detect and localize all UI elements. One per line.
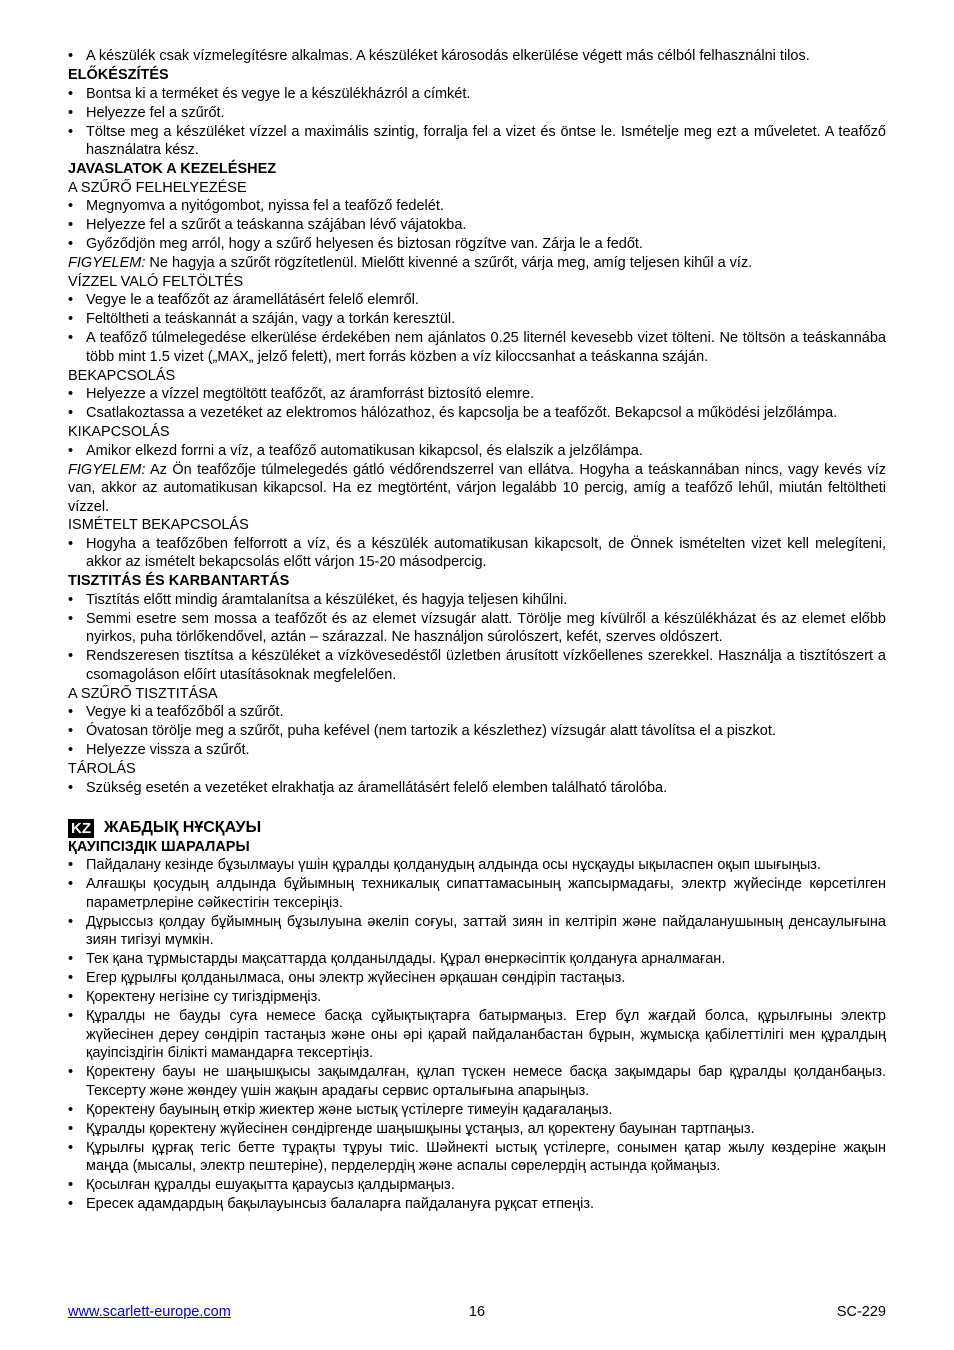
list-item: • Helyezze a vízzel megtöltött teafőzőt, az áramforrást biztosító elemre. <box>68 386 535 402</box>
kz-section-header <box>68 819 886 838</box>
section-heading-cleaning: TISZTITÁS ÉS KARBANTARTÁS <box>68 573 290 589</box>
website-link[interactable]: www.scarlett-europe.com <box>68 1304 231 1320</box>
page-footer <box>68 1304 886 1324</box>
cleaning-list <box>68 591 886 685</box>
list-item: • Hogyha a teafőzőben felforrott a víz, és a készülék automatikusan kikapcsolt, de Önnek ismételten vizet kell melegíteni, akkor az ismételt bekapcsolás előtt várjon 15-20 másodpercig. <box>68 535 886 570</box>
list-item: • Құралды қоректену жүйесінен сөндіргенде шаңышқыны ұстаңыз, ал қоректену бауынан тартпаңыз. <box>68 1120 755 1137</box>
list-item: • Қоректену негізіне су тигіздірмеңіз. <box>68 989 322 1005</box>
subheading-filling: VÍZZEL VALÓ FELTÖLTÉS <box>68 273 244 290</box>
list-item: • Feltöltheti a teáskannát a száján, vagy a torkán keresztül. <box>68 311 456 327</box>
list-item: • Ересек адамдардың бақылауынсыз балаларға пайдалануға рұқсат етпеңіз. <box>68 1196 595 1212</box>
list-item: • Құрылғы құрғақ тегіс бетте тұрақты тұруы тиіс. Шәйнекті ыстық үстілерге, сонымен қатар жылу көздеріне жақын маңда (мысалы, электр пештеріне), перделердің және аспалы сөрелердің астында қоймаңыз. <box>68 1139 886 1174</box>
section-heading-usage: JAVASLATOK A KEZELÉSHEZ <box>68 161 277 177</box>
subheading-storage: TÁROLÁS <box>68 761 136 777</box>
warning-overheat: FIGYELEM: Az Ön teafőzője túlmelegedés gátló védőrendszerrel van ellátva. Hogyha a teáskannában nincs, vagy kevés víz van, akkor az automatikusan kikapcsol. Ha ez megtörtént, várjon legalább 10 percig, amíg a teafőző lehűl, miután feltöltheti vízzel. <box>68 461 886 515</box>
list-item: • Құралды не бауды суға немесе басқа сұйықтықтарға батырмаңыз. Егер бұл жағдай болса, құрылғыны электр жүйесінен дереу сөндіріп тастаңыз және оны әрі қарай пайдаланбастан бұрын, жұмысқа қабілеттілігі мен құралдың қауіпсіздігін білікті мамандарға тексертіңіз. <box>68 1008 886 1061</box>
model-number: SC-229 <box>836 1304 886 1320</box>
list-item: • Пайдалану кезінде бұзылмауы үшін құралды қолданудың алдында осы нұсқауды ықыласпен оқып шығыңыз. <box>68 857 821 873</box>
subheading-filter-cleaning: A SZŰRŐ TISZTITÁSA <box>68 685 218 702</box>
section-heading-preparation: ELŐKÉSZÍTÉS <box>68 67 169 83</box>
filter-cleaning-list <box>68 703 886 760</box>
subheading-switch-on: BEKAPCSOLÁS <box>68 367 176 384</box>
list-item: • Қоректену бауының өткір жиектер және ыстық үстілерге тимеуін қадағалаңыз. <box>68 1101 613 1118</box>
section-heading-safety: ҚАУІПСІЗДІК ШАРАЛАРЫ <box>68 838 250 855</box>
list-item: • A készülék csak vízmelegítésre alkalmas. A készüléket károsodás elkerülése végett más célból felhasználni tilos. <box>68 48 810 64</box>
list-item: • Tisztítás előtt mindig áramtalanítsa a készüléket, és hagyja teljesen kihűlni. <box>68 591 568 608</box>
list-item: • Алғашқы қосудың алдында бұйымның техникалық сипаттамасының жапсырмадағы, электр жүйесінде көрсетілген параметрлеріне сәйкестігін тексеріңіз. <box>68 876 886 911</box>
repeat-on-list <box>68 535 886 572</box>
safety-list <box>68 856 886 1214</box>
list-item: • Қоректену бауы не шаңышқысы зақымдалған, құлап түскен немесе басқа зақымдары бар құралды қолданбаңыз. Тексерту және жөндеу үшін жақын арадағы сервис орталығына апарыңыз. <box>68 1064 886 1099</box>
list-item: • Тек қана тұрмыстарды мақсаттарда қолданылдады. Құрал өнеркәсіптік қолдануға арналмаған. <box>68 951 726 967</box>
subheading-switch-off: KIKAPCSOLÁS <box>68 424 170 440</box>
intro-list <box>68 47 886 66</box>
list-item: • Vegye le a teafőzőt az áramellátásért felelő elemről. <box>68 292 419 308</box>
switch-on-list <box>68 385 886 423</box>
warning-filter: FIGYELEM: Ne hagyja a szűrőt rögzítetlenül. Mielőtt kivenné a szűrőt, várja meg, amíg teljesen kihűl a víz. <box>68 255 753 271</box>
storage-list <box>68 779 886 798</box>
subheading-repeat-on: ISMÉTELT BEKAPCSOLÁS <box>68 517 249 533</box>
list-item: • Helyezze fel a szűrőt a teáskanna szájában lévő vájatokba. <box>68 217 467 233</box>
list-item: • Óvatosan törölje meg a szűrőt, puha kefével (nem tartozik a készlethez) vízsugár alatt távolítsa el a piszkot. <box>68 723 776 739</box>
switch-off-list <box>68 442 886 461</box>
list-item: • Helyezze fel a szűrőt. <box>68 104 225 121</box>
list-item: • Vegye ki a teafőzőből a szűrőt. <box>68 704 284 720</box>
list-item: • Bontsa ki a terméket és vegye le a készülékházról a címkét. <box>68 85 471 102</box>
list-item: • Қосылған құралды ешуақытта қараусыз қалдырмаңыз. <box>68 1177 455 1193</box>
page-number: 16 <box>468 1304 486 1320</box>
list-item: • Töltse meg a készüléket vízzel a maximális szintig, forralja fel a vizet és öntse le. Ismételje meg ezt a műveletet. A teafőző használatra kész. <box>68 123 886 158</box>
list-item: • Helyezze vissza a szűrőt. <box>68 742 250 758</box>
list-item: • Егер құрылғы қолданылмаса, оны электр жүйесінен әрқашан сөндіріп тастаңыз. <box>68 970 626 986</box>
list-item: • Semmi esetre sem mossa a teafőzőt és az elemet vízsugár alatt. Törölje meg kívülről a készülékházat és az elemet előbb nyirkos, puha törlőkendővel, aztán – szárazzal. Ne használjon súrolószert, kefét, szerves oldószert. <box>68 610 886 645</box>
list-item: • A teafőző túlmelegedése elkerülése érdekében nem ajánlatos 0.25 liternél kevesebb vizet tölteni. Ne töltsön a teáskannába több mint 1.5 vizet („MAX„ jelző felett), mert forrás közben a víz kiloccsanhat a teáskanna száján. <box>68 330 886 365</box>
list-item: • Csatlakoztassa a vezetéket az elektromos hálózathoz, és kapcsolja be a teafőzőt. Bekapcsol a működési jelzőlámpa. <box>68 405 838 421</box>
list-item: • Дұрыссыз қолдау бұйымның бұзылуына әкеліп соғуы, заттай зиян іп келтіріп және пайдаланушының денсаулығына зиян тигізуі мүмкін. <box>68 913 886 948</box>
preparation-list <box>68 85 886 160</box>
document-body <box>68 47 886 1214</box>
list-item: • Rendszeresen tisztítsa a készüléket a vízkövesedéstől üzletben árusított vízkőellenes szerekkel. Használja a tisztítószert a csomagoláson előírt utasításoknak megfelelően. <box>68 648 886 683</box>
kz-section-title: ЖАБДЫҚ НҰСҚАУЫ <box>104 818 262 836</box>
filling-list <box>68 291 886 366</box>
list-item: • Amikor elkezd forrni a víz, a teafőző automatikusan kikapcsol, és elalszik a jelzőlámpa. <box>68 442 643 459</box>
language-badge: KZ <box>68 819 94 838</box>
filter-install-list <box>68 197 886 254</box>
list-item: • Megnyomva a nyitógombot, nyissa fel a teafőző fedelét. <box>68 198 444 214</box>
list-item: • Szükség esetén a vezetéket elrakhatja az áramellátásért felelő elemben található tárolóba. <box>68 779 668 796</box>
list-item: • Győződjön meg arról, hogy a szűrő helyesen és biztosan rögzítve van. Zárja le a fedőt. <box>68 236 643 252</box>
subheading-filter-install: A SZŰRŐ FELHELYEZÉSE <box>68 179 247 196</box>
